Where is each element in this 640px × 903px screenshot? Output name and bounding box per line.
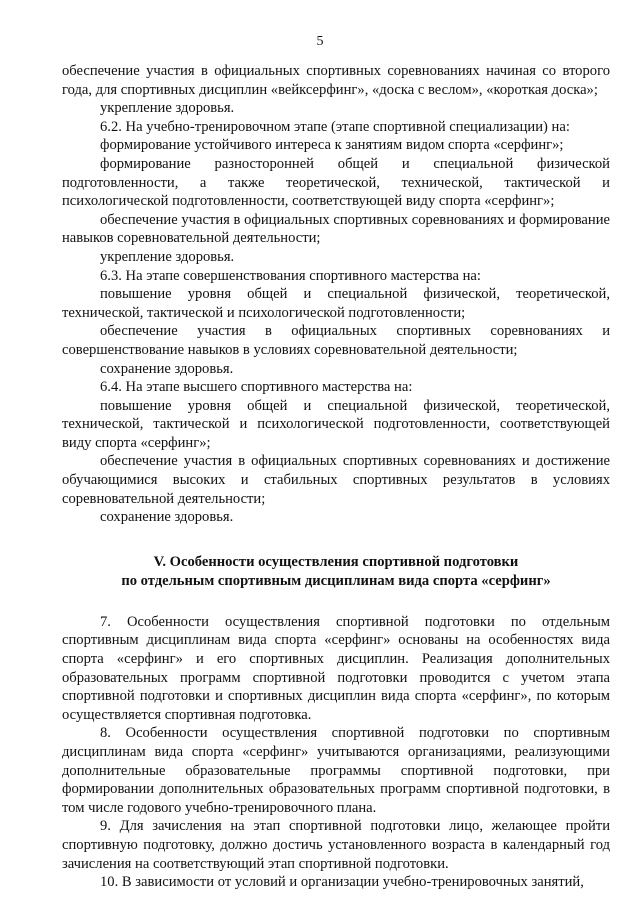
paragraph-participation: обеспечение участия в официальных спортивных соревнованиях начиная со второго года, для спортивных дисциплин «вейксерфинг», «доска с веслом», «короткая доска»; <box>62 63 610 98</box>
paragraph-6-4: 6.4. На этапе высшего спортивного мастерства на: <box>100 379 413 396</box>
paragraph-competition-skills: обеспечение участия в официальных спортивных соревнованиях и формирование навыков соревновательной деятельности; <box>62 211 610 247</box>
document-body <box>62 62 610 892</box>
paragraph-health-2: укрепление здоровья. <box>100 248 235 265</box>
paragraph-6-2: 6.2. На учебно-тренировочном этапе (этапе спортивной специализации) на: <box>100 118 570 135</box>
paragraph-versatile-training: формирование разносторонней общей и специальной физической подготовленности, а также теоретической, технической, тактической и психологической подготовленности, соответствующей виду спорта «серфинг»; <box>62 155 610 210</box>
paragraph-high-results: обеспечение участия в официальных спортивных соревнованиях и достижение обучающимися высоких и стабильных спортивных результатов в условиях соревновательной деятельности; <box>62 453 610 507</box>
section-heading <box>62 553 610 591</box>
paragraph-6-3: 6.3. На этапе совершенствования спортивного мастерства на: <box>100 267 481 284</box>
section-heading-line-1: V. Особенности осуществления спортивной подготовки <box>153 553 519 570</box>
paragraph-health-4: сохранение здоровья. <box>100 509 234 526</box>
paragraph-9: 9. Для зачисления на этап спортивной подготовки лицо, желающее пройти спортивную подготовку, должно достичь установленного возраста в календарный год зачисления на соответствующий этап спортивной подготовки. <box>62 818 610 872</box>
page-number: 5 <box>316 34 324 49</box>
paragraph-8: 8. Особенности осуществления спортивной подготовки по спортивным дисциплинам вида спорта «серфинг» учитываются организациями, реализующими дополнительные образовательные программы спортивной подготовки, при формировании дополнительных образовательных программ спортивной подготовки, в том числе годового учебно-тренировочного плана. <box>62 725 610 816</box>
paragraph-health-1: укрепление здоровья. <box>100 100 235 117</box>
paragraph-level-raise-1: повышение уровня общей и специальной физической, теоретической, технической, тактической и психологической подготовленности; <box>62 286 610 321</box>
paragraph-interest: формирование устойчивого интереса к занятиям видом спорта «серфинг»; <box>100 137 564 154</box>
section-heading-line-2: по отдельным спортивным дисциплинам вида спорта «серфинг» <box>121 572 551 589</box>
paragraph-level-raise-2: повышение уровня общей и специальной физической, теоретической, технической, тактической и психологической подготовленности, соответствующей виду спорта «серфинг»; <box>62 397 610 451</box>
paragraph-competition-improve: обеспечение участия в официальных спортивных соревнованиях и совершенствование навыков в условиях соревновательной деятельности; <box>62 323 610 358</box>
paragraph-10: 10. В зависимости от условий и организации учебно-тренировочных занятий, <box>100 874 584 891</box>
paragraph-health-3: сохранение здоровья. <box>100 360 234 377</box>
paragraph-7: 7. Особенности осуществления спортивной подготовки по отдельным спортивным дисциплинам вида спорта «серфинг» основаны на особенностях вида спорта «серфинг» и его спортивных дисциплин. Реализация дополнительных образовательных программ спортивной подготовки проводится с учетом этапа спортивной подготовки и спортивных дисциплин вида спорта «серфинг», по которым осуществляется спортивная подготовка. <box>62 613 610 723</box>
